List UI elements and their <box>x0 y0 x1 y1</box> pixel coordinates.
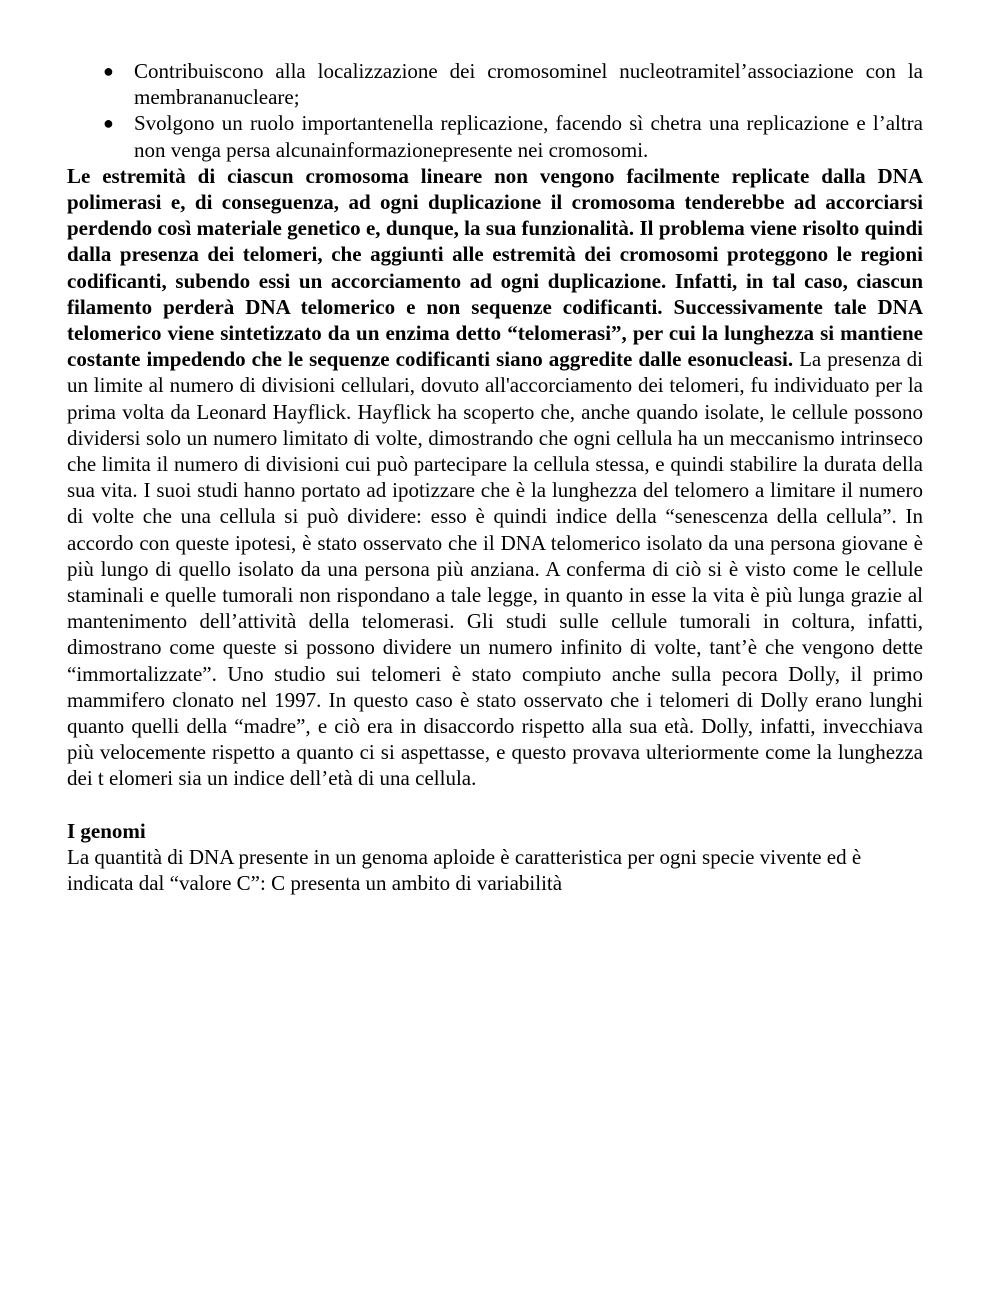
section-heading: I genomi <box>67 818 146 843</box>
section-text: La quantità di DNA presente in un genoma aploide è caratteristica per ogni specie vivente ed è indicata dal “valore C”: C presenta un ambito di variabilità <box>67 844 862 896</box>
bullet-item <box>67 58 923 110</box>
blank-line <box>67 792 923 818</box>
bullet-item <box>67 110 923 162</box>
document-page <box>67 58 923 896</box>
regular-passage: La presenza di un limite al numero di divisioni cellulari, dovuto all'accorciamento dei telomeri, fu individuato per la prima volta da Leonard Hayflick. Hayflick ha scoperto che, anche quando isolate, le cellule possono dividersi solo un numero limitato di volte, dimostrando che ogni cellula ha un meccanismo intrinseco che limita il numero di divisioni cui può partecipare la cellula stessa, e quindi stabilire la durata della sua vita. I suoi studi hanno portato ad ipotizzare che è la lunghezza del telomero a limitare il numero di volte che una cellula si può dividere: esso è quindi indice della “senescenza della cellula”. In accordo con queste ipotesi, è stato osservato che il DNA telomerico isolato da una persona giovane è più lungo di quello isolato da una persona più anziana. A conferma di ciò si è visto come le cellule staminali e quelle tumorali non rispondano a tale legge, in quanto in esse la vita è più lunga grazie al mantenimento dell’attività della telomerasi. Gli studi sulle cellule tumorali in coltura, infatti, dimostrano come queste si possono dividere un numero infinito di volte, tant’è che vengono dette “immortalizzate”. Uno studio sui telomeri è stato compiuto anche sulla pecora Dolly, il primo mammifero clonato nel 1997. In questo caso è stato osservato che i telomeri di Dolly erano lunghi quanto quelli della “madre”, e ciò era in disaccordo rispetto alla sua età. Dolly, infatti, invecchiava più velocemente rispetto a quanto ci si aspettasse, e questo provava ulteriormente come la lunghezza dei t elomeri sia un indice dell’età di una cellula. <box>67 347 924 791</box>
telomere-paragraph <box>67 163 923 792</box>
bold-passage: Le estremità di ciascun cromosoma lineare non vengono facilmente replicate dalla DNA polimerasi e, di conseguenza, ad ogni duplicazione il cromosoma tenderebbe ad accorciarsi perdendo così materiale genetico e, dunque, la sua funzionalità. Il problema viene risolto quindi dalla presenza dei telomeri, che aggiunti alle estremità dei cromosomi proteggono le regioni codificanti, subendo essi un accorciamento ad ogni duplicazione. Infatti, in tal caso, ciascun filamento perderà DNA telomerico e non sequenze codificanti. Successivamente tale DNA telomerico viene sintetizzato da un enzima detto “telomerasi”, per cui la lunghezza si mantiene costante impedendo che le sequenze codificanti siano aggredite dalle esonucleasi. <box>67 163 923 372</box>
bullet-icon: ● <box>103 61 114 81</box>
bullet-text: Contribuiscono alla localizzazione dei cromosominel nucleotramitel’associazione con la membrananucleare; <box>134 59 923 110</box>
bullet-text: Svolgono un ruolo importantenella replicazione, facendo sì chetra una replicazione e l’altra non venga persa alcunainformazionepresente nei cromosomi. <box>134 111 923 162</box>
bullet-list <box>67 58 923 163</box>
bullet-icon: ● <box>103 113 114 134</box>
